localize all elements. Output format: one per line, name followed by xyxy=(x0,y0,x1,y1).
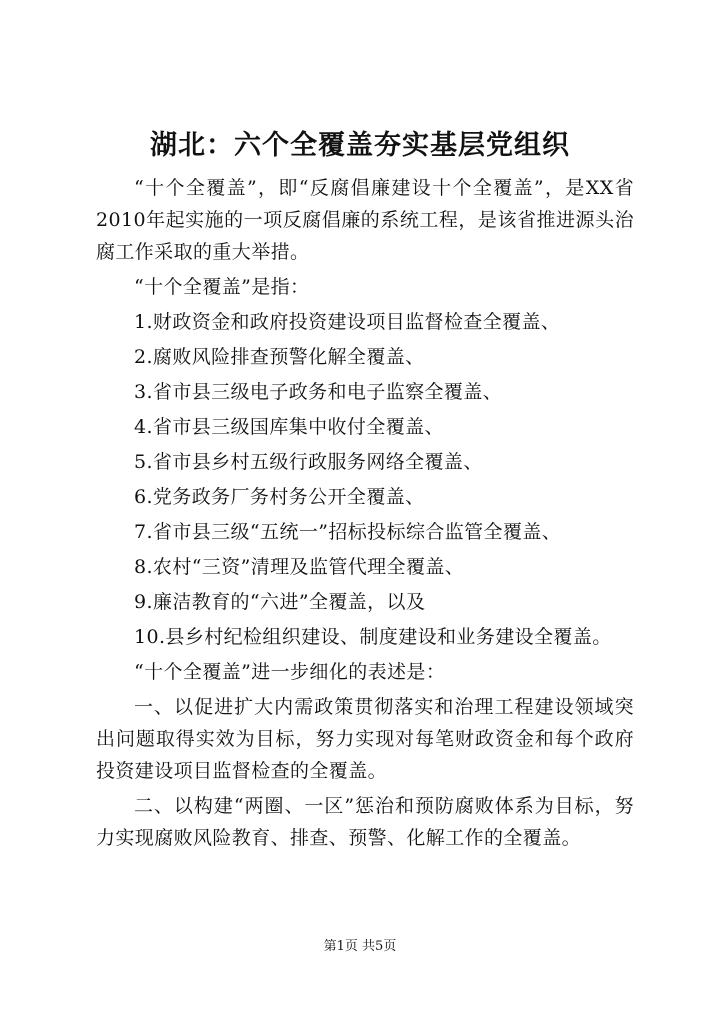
detail-paragraph-1: 一、以促进扩大内需政策贯彻落实和治理工程建设领域突出问题取得实效为目标，努力实现对每笔财政资金和每个政府投资建设项目监督检查的全覆盖。 xyxy=(96,696,634,782)
page-title: 湖北：六个全覆盖夯实基层党组织 xyxy=(150,130,570,161)
list-item: 8.农村“三资”清理及监管代理全覆盖、 xyxy=(134,556,465,578)
list-item: 4.省市县三级国库集中收付全覆盖、 xyxy=(134,416,444,438)
page-footer: 第1页 共5页 xyxy=(323,939,397,954)
list-item: 6.党务政务厂务村务公开全覆盖、 xyxy=(134,486,425,508)
coverage-list xyxy=(96,306,634,653)
list-item: 3.省市县三级电子政务和电子监察全覆盖、 xyxy=(134,381,503,403)
document-body xyxy=(96,172,634,857)
refers-to-paragraph: “十个全覆盖”是指： xyxy=(134,276,310,298)
list-item: 7.省市县三级“五统一”招标投标综合监管全覆盖、 xyxy=(134,521,562,543)
further-paragraph: “十个全覆盖”进一步细化的表述是： xyxy=(134,661,446,683)
list-item: 10.县乡村纪检组织建设、制度建设和业务建设全覆盖。 xyxy=(134,626,612,648)
list-item: 9.廉洁教育的“六进”全覆盖，以及 xyxy=(134,591,426,613)
detail-paragraph-2: 二、以构建“两圈、一区”惩治和预防腐败体系为目标，努力实现腐败风险教育、排查、预警、化解工作的全覆盖。 xyxy=(96,795,634,849)
list-item: 1.财政资金和政府投资建设项目监督检查全覆盖、 xyxy=(134,311,561,333)
list-item: 5.省市县乡村五级行政服务网络全覆盖、 xyxy=(134,451,483,473)
intro-paragraph: “十个全覆盖”，即“反腐倡廉建设十个全覆盖”，是XX省2010年起实施的一项反腐倡廉的系统工程，是该省推进源头治腐工作采取的重大举措。 xyxy=(96,177,634,263)
list-item: 2.腐败风险排查预警化解全覆盖、 xyxy=(134,346,425,368)
